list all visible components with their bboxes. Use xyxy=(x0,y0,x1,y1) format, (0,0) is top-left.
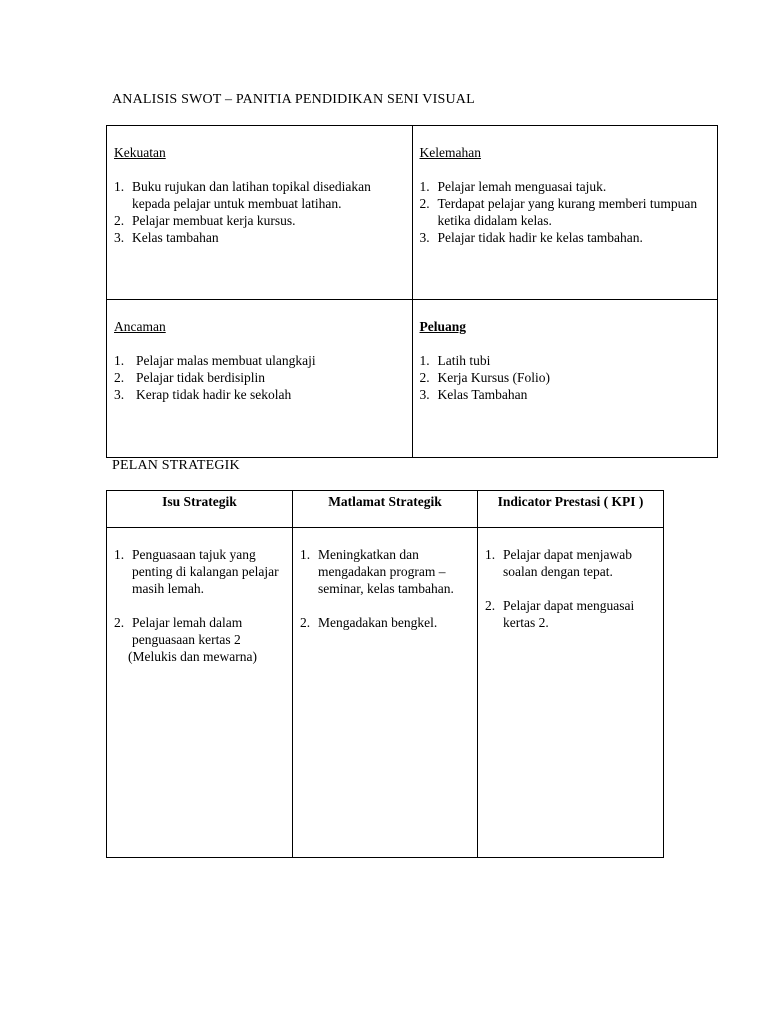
ancaman-list xyxy=(114,352,412,403)
list-item: 2. Terdapat pelajar yang kurang memberi tumpuan ketika didalam kelas. xyxy=(419,196,698,228)
list-item: 2. Pelajar lemah dalam penguasaan kertas 2 xyxy=(114,615,243,647)
column-header-isu: Isu Strategik xyxy=(107,491,293,528)
kelemahan-title: Kelemahan xyxy=(419,145,481,160)
list-item: 1. Buku rujukan dan latihan topikal disediakan kepada pelajar untuk membuat latihan. xyxy=(114,179,371,211)
kpi-list xyxy=(485,546,659,631)
column-header-kpi: Indicator Prestasi ( KPI ) xyxy=(478,491,664,528)
list-item: 2. Pelajar tidak berdisiplin xyxy=(114,370,265,385)
peluang-cell xyxy=(412,300,718,458)
list-item: 3. Kerap tidak hadir ke sekolah xyxy=(114,387,292,402)
swot-heading: ANALISIS SWOT – PANITIA PENDIDIKAN SENI VISUAL xyxy=(112,92,475,107)
list-item: 2. Kerja Kursus (Folio) xyxy=(419,370,550,385)
kelemahan-list xyxy=(420,178,718,246)
kekuatan-list xyxy=(114,178,412,246)
isu-note: (Melukis dan mewarna) xyxy=(128,649,257,664)
kekuatan-title: Kekuatan xyxy=(114,145,166,160)
kpi-cell xyxy=(478,528,664,858)
list-item: 1. Latih tubi xyxy=(419,353,491,368)
column-header-matlamat: Matlamat Strategik xyxy=(293,491,478,528)
ancaman-title: Ancaman xyxy=(114,319,166,334)
pelan-heading: PELAN STRATEGIK xyxy=(112,458,240,473)
list-item: 1. Pelajar malas membuat ulangkaji xyxy=(114,353,316,368)
peluang-title: Peluang xyxy=(419,319,467,334)
list-item: 3. Pelajar tidak hadir ke kelas tambahan. xyxy=(419,230,643,245)
list-item: 1. Pelajar dapat menjawab soalan dengan tepat. xyxy=(485,547,632,579)
list-item: 1. Meningkatkan dan mengadakan program – seminar, kelas tambahan. xyxy=(300,547,454,596)
isu-list xyxy=(114,546,288,648)
list-item: 3. Kelas Tambahan xyxy=(419,387,528,402)
list-item: 2. Pelajar membuat kerja kursus. xyxy=(114,213,296,228)
swot-table xyxy=(106,125,718,458)
list-item: 1. Penguasaan tajuk yang penting di kalangan pelajar masih lemah. xyxy=(114,547,279,596)
kelemahan-cell xyxy=(412,126,718,300)
list-item: 3. Kelas tambahan xyxy=(114,230,219,245)
isu-cell xyxy=(107,528,293,858)
list-item: 2. Mengadakan bengkel. xyxy=(300,615,438,630)
list-item: 2. Pelajar dapat menguasai kertas 2. xyxy=(485,598,635,630)
kekuatan-cell xyxy=(107,126,413,300)
peluang-list xyxy=(420,352,718,403)
plan-table xyxy=(106,490,664,858)
ancaman-cell xyxy=(107,300,413,458)
matlamat-list xyxy=(300,546,473,631)
list-item: 1. Pelajar lemah menguasai tajuk. xyxy=(419,179,607,194)
matlamat-cell xyxy=(293,528,478,858)
